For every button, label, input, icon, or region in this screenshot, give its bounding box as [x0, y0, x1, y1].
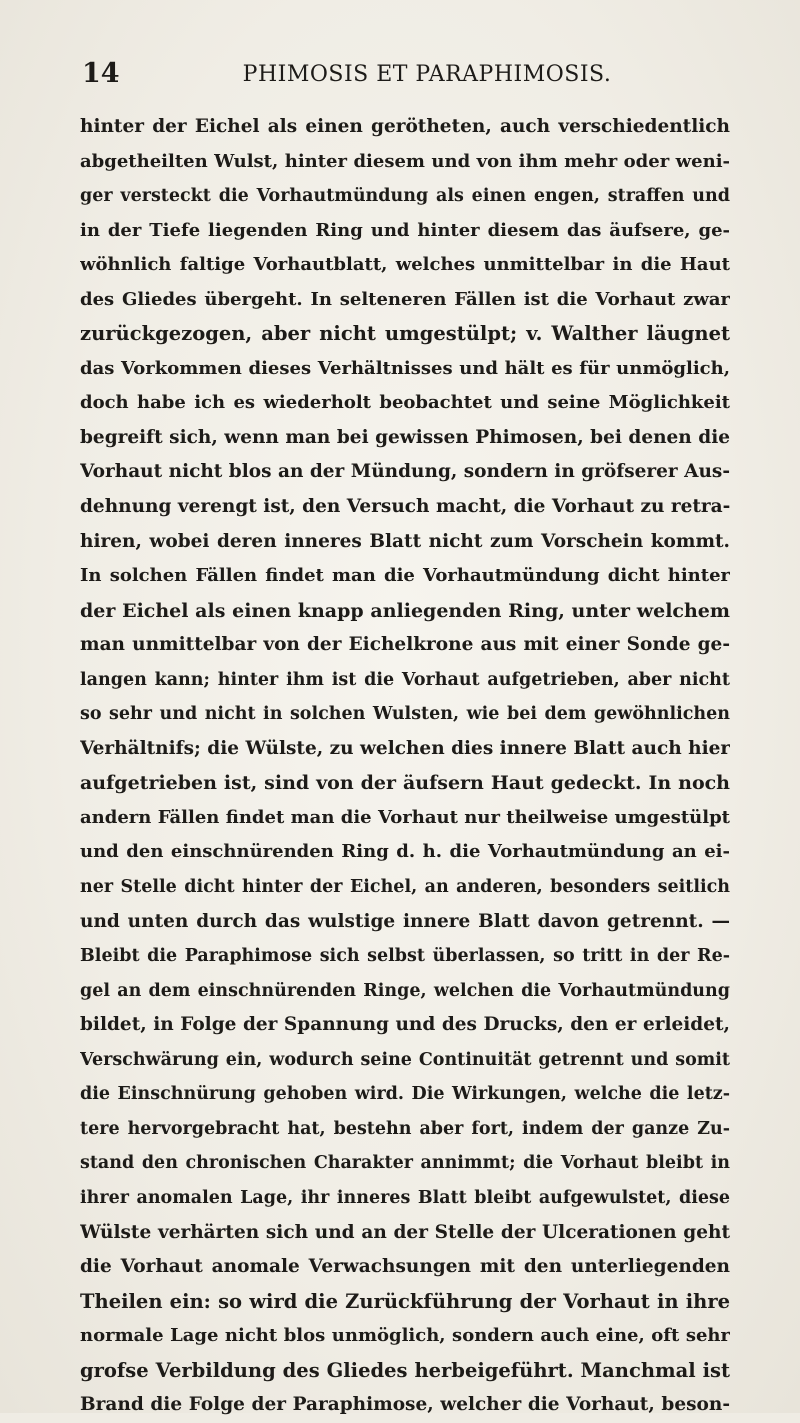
page-number: 14 — [82, 58, 120, 89]
text-line: das Vorkommen dieses Verhältnisses und hält es für unmöglich, — [80, 357, 730, 379]
text-line: so sehr und nicht in solchen Wulsten, wie bei dem gewöhnlichen — [80, 704, 730, 725]
text-line: Brand die Folge der Paraphimose, welcher die Vorhaut, beson- — [80, 1394, 730, 1416]
text-line: wöhnlich faltige Vorhautblatt, welches unmittelbar in die Haut — [80, 254, 730, 276]
text-line: Verhältnifs; die Wülste, zu welchen dies innere Blatt auch hier — [80, 737, 730, 759]
running-head: PHIMOSIS ET PARAPHIMOSIS. — [242, 62, 612, 87]
text-line: aufgetrieben ist, sind von der äufsern Haut gedeckt. In noch — [80, 772, 730, 795]
text-line: und unten durch das wulstige innere Blatt davon getrennt. — — [80, 910, 730, 932]
text-line: stand den chronischen Charakter annimmt; die Vorhaut bleibt in — [80, 1153, 730, 1174]
text-line: die Vorhaut anomale Verwachsungen mit den unterliegenden — [80, 1256, 730, 1278]
text-line: dehnung verengt ist, den Versuch macht, die Vorhaut zu retra- — [80, 496, 730, 518]
text-line: In solchen Fällen findet man die Vorhautmündung dicht hinter — [80, 565, 730, 587]
text-line: begreift sich, wenn man bei gewissen Phimosen, bei denen die — [80, 426, 730, 448]
text-line: bildet, in Folge der Spannung und des Drucks, den er erleidet, — [80, 1014, 730, 1036]
text-line: ger versteckt die Vorhautmündung als einen engen, straffen und — [80, 186, 730, 207]
text-line: doch habe ich es wiederholt beobachtet und seine Möglichkeit — [80, 392, 730, 414]
text-line: zurückgezogen, aber nicht umgestülpt; v. Walther läugnet — [80, 322, 730, 346]
text-line: langen kann; hinter ihm ist die Vorhaut aufgetrieben, aber nicht — [80, 669, 730, 690]
text-line: Bleibt die Paraphimose sich selbst überlassen, so tritt in der Re- — [80, 946, 730, 967]
text-line: ner Stelle dicht hinter der Eichel, an anderen, besonders seitlich — [80, 877, 730, 898]
text-line: Verschwärung ein, wodurch seine Continuität getrennt und somit — [80, 1049, 730, 1070]
text-line: ihrer anomalen Lage, ihr inneres Blatt bleibt aufgewulstet, diese — [80, 1187, 730, 1208]
text-line: hiren, wobei deren inneres Blatt nicht zum Vorschein kommt. — [80, 530, 730, 552]
text-line: hinter der Eichel als einen gerötheten, auch verschiedentlich — [80, 116, 730, 137]
text-line: Theilen ein: so wird die Zurückführung der Vorhaut in ihre — [80, 1289, 730, 1313]
text-line: grofse Verbildung des Gliedes herbeigeführt. Manchmal ist — [80, 1358, 730, 1382]
text-line: Vorhaut nicht blos an der Mündung, sondern in gröfserer Aus- — [80, 461, 730, 483]
text-line: und den einschnürenden Ring d. h. die Vorhautmündung an ei- — [80, 841, 730, 863]
text-line: des Gliedes übergeht. In selteneren Fällen ist die Vorhaut zwar — [80, 288, 730, 310]
text-line: in der Tiefe liegenden Ring und hinter diesem das äufsere, ge- — [80, 219, 730, 241]
text-line: der Eichel als einen knapp anliegenden Ring, unter welchem — [80, 599, 730, 622]
text-line: abgetheilten Wulst, hinter diesem und von ihm mehr oder weni- — [80, 150, 730, 172]
text-line: die Einschnürung gehoben wird. Die Wirkungen, welche die letz- — [80, 1084, 730, 1105]
body-text — [80, 110, 730, 1423]
page-header — [82, 58, 722, 98]
text-line: andern Fällen findet man die Vorhaut nur theilweise umgestülpt — [80, 806, 730, 828]
text-line: gel an dem einschnürenden Ringe, welchen die Vorhautmündung — [80, 980, 730, 1001]
text-line: normale Lage nicht blos unmöglich, sondern auch eine, oft sehr — [80, 1325, 730, 1347]
text-line: tere hervorgebracht hat, bestehn aber fort, indem der ganze Zu- — [80, 1118, 730, 1139]
text-line: Wülste verhärten sich und an der Stelle der Ulcerationen geht — [80, 1221, 730, 1243]
text-line: man unmittelbar von der Eichelkrone aus mit einer Sonde ge- — [80, 634, 730, 656]
